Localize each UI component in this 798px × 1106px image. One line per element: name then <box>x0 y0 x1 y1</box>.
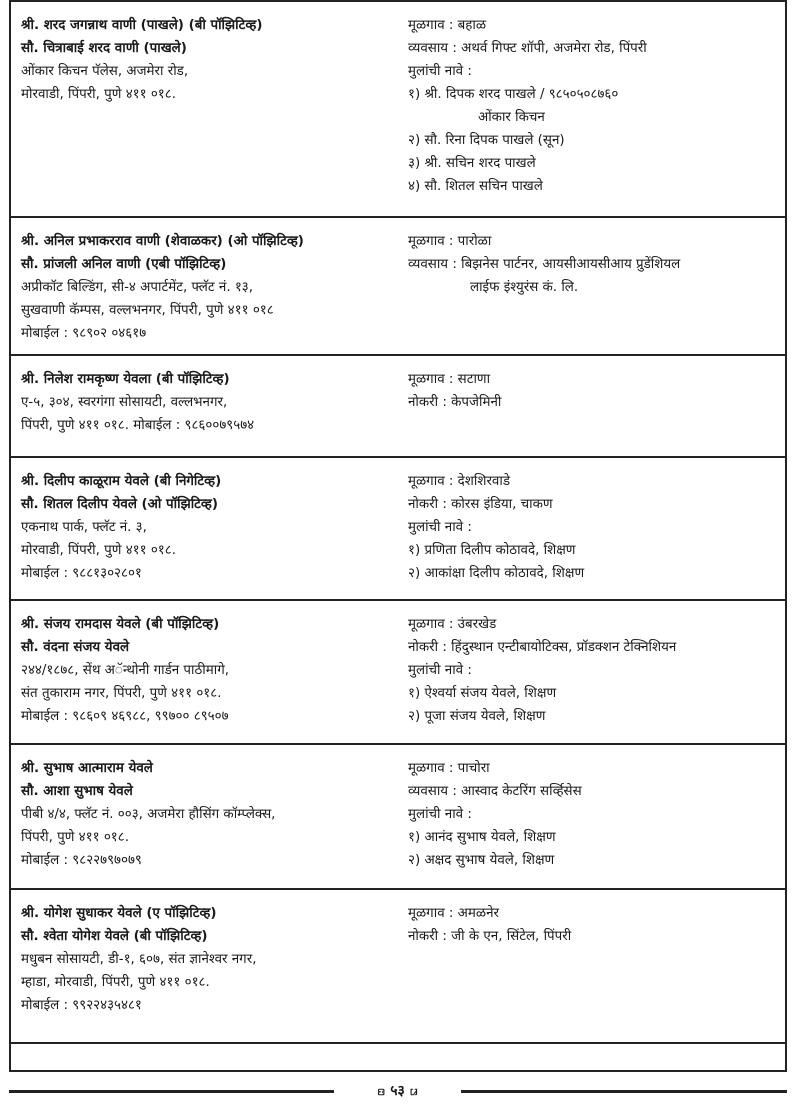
detail-line: व्यवसाय : आस्वाद केटरिंग सर्व्हिसेस <box>408 784 582 799</box>
detail-line: नोकरी : कोरस इंडिया, चाकण <box>408 497 553 512</box>
contact-line: सौ. श्वेता योगेश येवले (बी पॉझिटिव्ह) <box>21 929 208 944</box>
detail-line: २) अक्षद सुभाष येवले, शिक्षण <box>408 853 555 868</box>
contact-line: श्री. संजय रामदास येवले (बी पॉझिटिव्ह) <box>21 617 220 632</box>
contact-line: मोबाईल : ९८९०२ ०४६१७ <box>21 326 147 341</box>
detail-line: मूळगाव : अमळनेर <box>408 906 499 921</box>
detail-line: मूळगाव : पाचोरा <box>408 761 490 776</box>
entry-contact-column <box>21 14 401 106</box>
detail-line: मूळगाव : देशशिरवाडे <box>408 474 511 489</box>
detail-line: व्यवसाय : अथर्व गिफ्ट शॉपी, अजमेरा रोड, पिंपरी <box>408 41 647 56</box>
contact-line: अप्रीकॉट बिल्डिंग, सी-४ अपार्टमेंट, फ्लॅट नं. १३, <box>21 280 254 295</box>
detail-line: लाईफ इंश्युरंस कं. लि. <box>470 280 579 295</box>
entries-frame <box>9 0 787 1072</box>
entry-contact-column <box>21 902 401 1017</box>
contact-line: ओंकार किचन पॅलेस, अजमेरा रोड, <box>21 64 189 79</box>
family-entry <box>11 745 785 890</box>
detail-line: १) प्रणिता दिलीप कोठावदे, शिक्षण <box>408 543 576 558</box>
entry-details-column <box>408 368 783 414</box>
contact-line: श्री. दिलीप काळूराम येवले (बी निगेटिव्ह) <box>21 474 222 489</box>
entry-contact-column <box>21 613 401 728</box>
family-entry <box>11 356 785 458</box>
detail-line: ४) सौ. शितल सचिन पाखले <box>408 179 543 194</box>
contact-line: सुखवाणी कॅम्पस, वल्लभनगर, पिंपरी, पुणे ४११ ०१८ <box>21 303 274 318</box>
detail-line: मूळगाव : उंबरखेड <box>408 617 497 632</box>
contact-line: २४४/१८७८, सेंथ अॅन्थोनी गार्डन पाठीमागे, <box>21 663 230 678</box>
contact-line: श्री. अनिल प्रभाकरराव वाणी (शेवाळकर) (ओ पॉझिटिव्ह) <box>21 234 304 249</box>
entry-details-column <box>408 902 783 948</box>
detail-line: २) पूजा संजय येवले, शिक्षण <box>408 709 546 724</box>
family-entry <box>11 218 785 356</box>
contact-line: श्री. शरद जगन्नाथ वाणी (पाखले) (बी पॉझिटिव्ह) <box>21 18 263 33</box>
contact-line: पीबी ४/४, फ्लॅट नं. ००३, अजमेरा हौसिंग कॉम्प्लेक्स, <box>21 807 276 822</box>
detail-line: मुलांची नावे : <box>408 64 472 79</box>
contact-line: एकनाथ पार्क, फ्लॅट नं. ३, <box>21 520 147 535</box>
detail-line: २) सौ. रिना दिपक पाखले (सून) <box>408 133 565 148</box>
contact-line: सौ. शितल दिलीप येवले (ओ पॉझिटिव्ह) <box>21 497 219 512</box>
entry-contact-column <box>21 757 401 872</box>
entry-details-column <box>408 230 783 299</box>
detail-line: २) आकांक्षा दिलीप कोठावदे, शिक्षण <box>408 566 585 581</box>
family-entry <box>11 601 785 745</box>
contact-line: मधुबन सोसायटी, डी-१, ६०७, संत ज्ञानेश्वर नगर, <box>21 952 257 967</box>
detail-line: नोकरी : हिंदुस्थान एन्टीबायोटिक्स, प्रॉडक्शन टेक्निशियन <box>408 640 677 655</box>
entry-details-column <box>408 613 783 728</box>
entry-contact-column <box>21 470 401 585</box>
contact-line: मोबाईल : ९८२२७९७०७९ <box>21 853 142 868</box>
contact-line: मोरवाडी, पिंपरी, पुणे ४११ ०१८. <box>21 543 176 558</box>
entry-details-column <box>408 14 783 198</box>
detail-line: मूळगाव : पारोळा <box>408 234 492 249</box>
family-entry <box>11 2 785 218</box>
contact-line: श्री. निलेश रामकृष्ण येवला (बी पॉझिटिव्ह) <box>21 372 230 387</box>
detail-line: मुलांची नावे : <box>408 807 472 822</box>
contact-line: श्री. योगेश सुधाकर येवले (ए पॉझिटिव्ह) <box>21 906 217 921</box>
footer-rule-right <box>461 1090 787 1093</box>
detail-line: मुलांची नावे : <box>408 520 472 535</box>
detail-line: १) श्री. दिपक शरद पाखले / ९८५०५०८७६० <box>408 87 619 102</box>
detail-line: मूळगाव : बहाळ <box>408 18 487 33</box>
detail-line: ३) श्री. सचिन शरद पाखले <box>408 156 536 171</box>
contact-line: सौ. वंदना संजय येवले <box>21 640 130 655</box>
contact-line: ए-५, ३०४, स्वरगंगा सोसायटी, वल्लभनगर, <box>21 395 228 410</box>
entry-contact-column <box>21 230 401 345</box>
contact-line: सौ. चित्राबाई शरद वाणी (पाखले) <box>21 41 187 56</box>
contact-line: पिंपरी, पुणे ४११ ०१८. <box>21 830 129 845</box>
contact-line: मोबाईल : ९८८१३०२८०१ <box>21 566 142 581</box>
page-footer <box>9 1081 787 1101</box>
entry-contact-column <box>21 368 401 437</box>
detail-line: व्यवसाय : बिझनेस पार्टनर, आयसीआयसीआय प्रुडेंशियल <box>408 257 681 272</box>
family-entry <box>11 458 785 601</box>
page-number: ꤢ ५३ ꤣ <box>376 1083 419 1099</box>
family-entry <box>11 890 785 1044</box>
detail-line: मुलांची नावे : <box>408 663 472 678</box>
entry-details-column <box>408 470 783 585</box>
contact-line: सौ. प्रांजली अनिल वाणी (एबी पॉझिटिव्ह) <box>21 257 227 272</box>
detail-line: मूळगाव : सटाणा <box>408 372 491 387</box>
detail-line: नोकरी : केपजेमिनी <box>408 395 502 410</box>
detail-line: नोकरी : जी के एन, सिंटेल, पिंपरी <box>408 929 572 944</box>
contact-line: मोबाईल : ९९२२४३५४८१ <box>21 998 142 1013</box>
detail-line: ओंकार किचन <box>478 110 545 125</box>
detail-line: १) ऐश्वर्या संजय येवले, शिक्षण <box>408 686 557 701</box>
contact-line: सौ. आशा सुभाष येवले <box>21 784 133 799</box>
contact-line: म्हाडा, मोरवाडी, पिंपरी, पुणे ४११ ०१८. <box>21 975 210 990</box>
detail-line: १) आनंद सुभाष येवले, शिक्षण <box>408 830 556 845</box>
entry-details-column <box>408 757 783 872</box>
contact-line: श्री. सुभाष आत्माराम येवले <box>21 761 153 776</box>
footer-rule-left <box>9 1090 334 1093</box>
contact-line: मोरवाडी, पिंपरी, पुणे ४११ ०१८. <box>21 87 176 102</box>
contact-line: पिंपरी, पुणे ४११ ०१८. मोबाईल : ९८६००७९५७४ <box>21 418 255 433</box>
contact-line: मोबाईल : ९८६०९ ४६९८८, ९९७०० ८९५०७ <box>21 709 229 724</box>
contact-line: संत तुकाराम नगर, पिंपरी, पुणे ४११ ०१८. <box>21 686 222 701</box>
